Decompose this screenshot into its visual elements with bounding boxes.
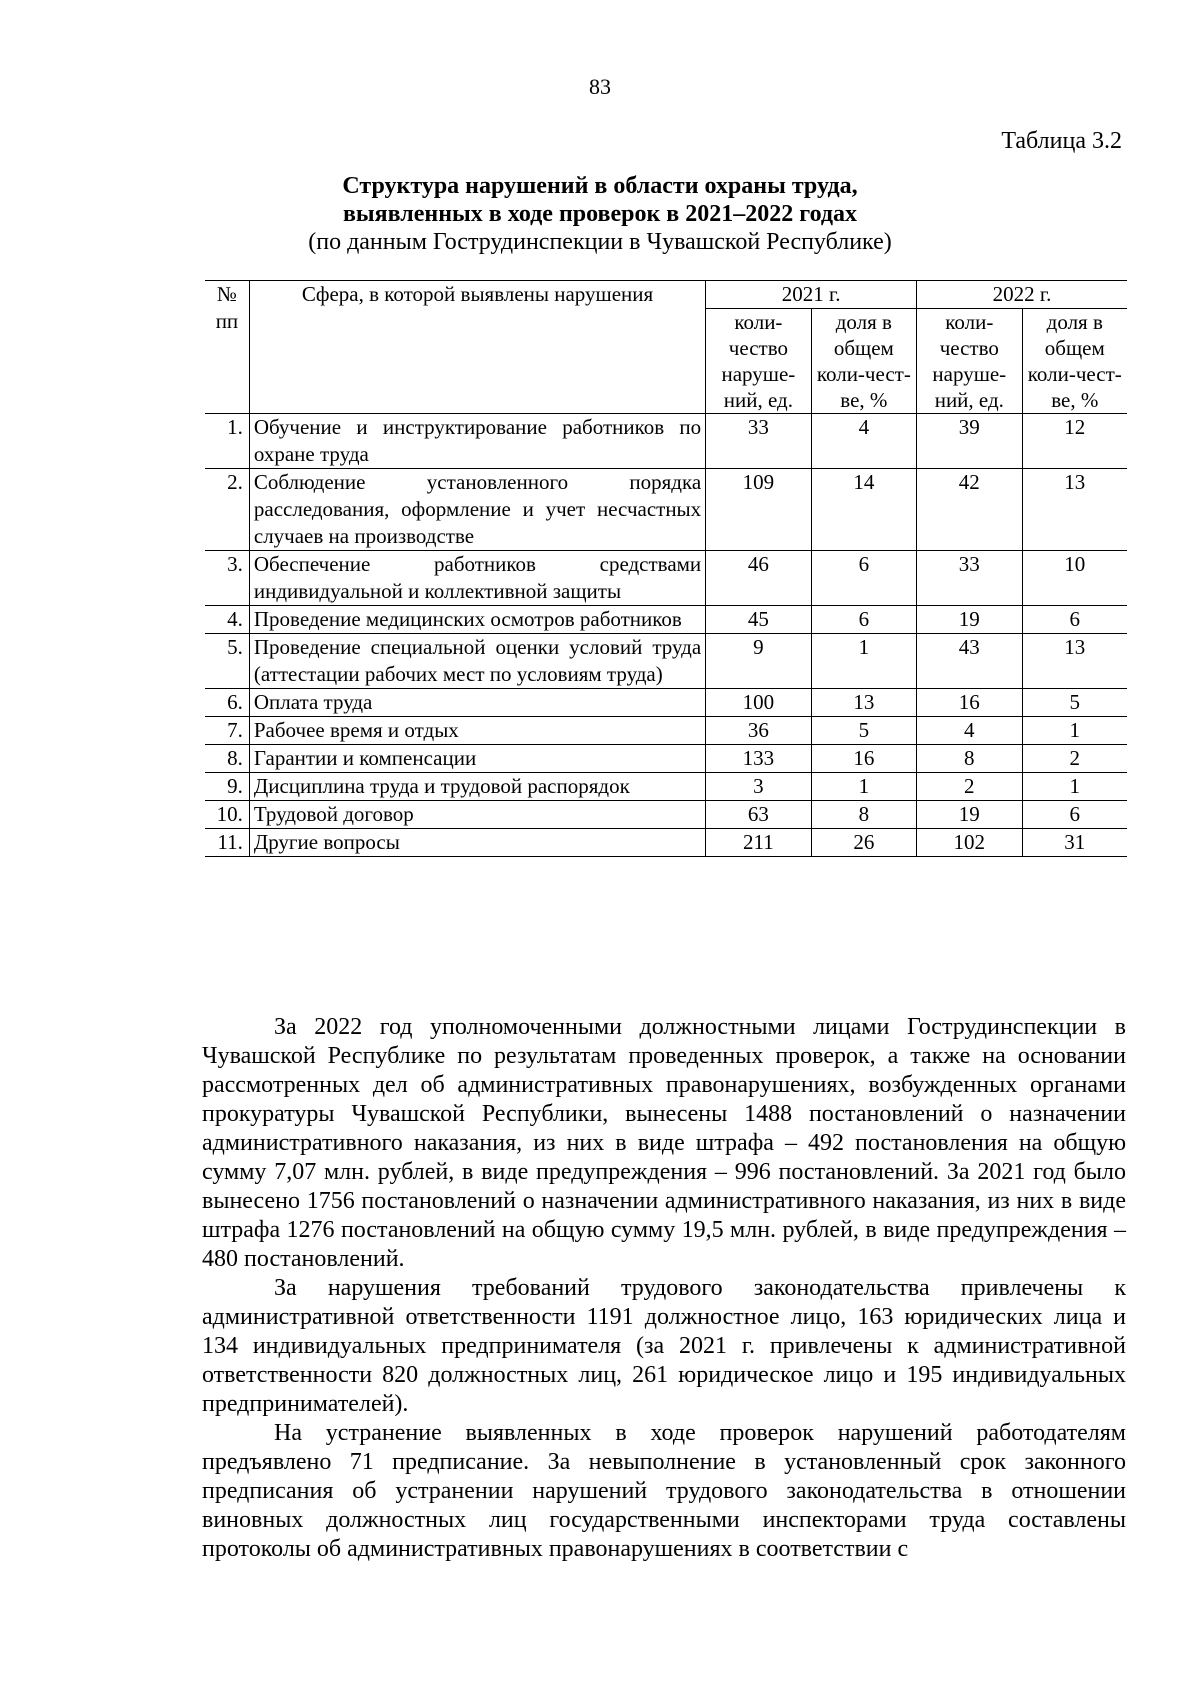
row-share-2022: 12 xyxy=(1022,414,1127,469)
row-count-2021: 3 xyxy=(706,773,811,801)
row-share-2022: 6 xyxy=(1022,801,1127,829)
row-num: 4. xyxy=(205,606,249,634)
row-num: 3. xyxy=(205,551,249,606)
table-row xyxy=(205,717,1127,745)
row-share-2022: 13 xyxy=(1022,634,1127,689)
header-year-2021: 2021 г. xyxy=(706,281,917,309)
row-share-2021: 1 xyxy=(811,634,916,689)
row-count-2021: 33 xyxy=(706,414,811,469)
row-share-2021: 14 xyxy=(811,469,916,551)
table-row xyxy=(205,689,1127,717)
row-count-2021: 109 xyxy=(706,469,811,551)
row-count-2021: 9 xyxy=(706,634,811,689)
row-share-2022: 6 xyxy=(1022,606,1127,634)
table-row xyxy=(205,414,1127,469)
row-sphere: Гарантии и компенсации xyxy=(249,745,705,773)
row-count-2022: 42 xyxy=(917,469,1022,551)
row-sphere: Рабочее время и отдых xyxy=(249,717,705,745)
violations-table xyxy=(205,280,1127,857)
row-num: 5. xyxy=(205,634,249,689)
row-share-2021: 4 xyxy=(811,414,916,469)
row-sphere: Проведение специальной оценки условий труда (аттестации рабочих мест по условиям труда) xyxy=(249,634,705,689)
row-share-2021: 16 xyxy=(811,745,916,773)
row-count-2022: 8 xyxy=(917,745,1022,773)
table-title xyxy=(0,172,1200,256)
row-share-2022: 31 xyxy=(1022,829,1127,857)
title-line-2: выявленных в ходе проверок в 2021–2022 годах xyxy=(342,201,858,227)
table-row xyxy=(205,606,1127,634)
row-sphere: Дисциплина труда и трудовой распорядок xyxy=(249,773,705,801)
row-count-2022: 39 xyxy=(917,414,1022,469)
row-count-2022: 16 xyxy=(917,689,1022,717)
row-count-2022: 19 xyxy=(917,801,1022,829)
title-source: (по данным Гострудинспекции в Чувашской Республике) xyxy=(308,229,892,255)
table-row xyxy=(205,634,1127,689)
row-num: 11. xyxy=(205,829,249,857)
row-sphere: Оплата труда xyxy=(249,689,705,717)
header-share-2022: доля в общем коли-чест-ве, % xyxy=(1022,309,1127,414)
row-share-2022: 1 xyxy=(1022,773,1127,801)
row-num: 1. xyxy=(205,414,249,469)
row-count-2021: 63 xyxy=(706,801,811,829)
row-num: 8. xyxy=(205,745,249,773)
row-share-2021: 8 xyxy=(811,801,916,829)
row-num: 9. xyxy=(205,773,249,801)
row-sphere: Трудовой договор xyxy=(249,801,705,829)
row-count-2021: 45 xyxy=(706,606,811,634)
row-num: 10. xyxy=(205,801,249,829)
row-count-2022: 43 xyxy=(917,634,1022,689)
row-count-2021: 36 xyxy=(706,717,811,745)
table-caption: Таблица 3.2 xyxy=(1001,128,1122,154)
row-sphere: Соблюдение установленного порядка расследования, оформление и учет несчастных случаев на производстве xyxy=(249,469,705,551)
row-num: 2. xyxy=(205,469,249,551)
row-share-2021: 26 xyxy=(811,829,916,857)
row-sphere: Проведение медицинских осмотров работников xyxy=(249,606,705,634)
paragraph: На устранение выявленных в ходе проверок нарушений работодателям предъявлено 71 предписание. За невыполнение в установленный срок законного предписания об устранении нарушений трудового законодательства в отношении виновных должностных лиц государственными инспекторами труда составлены протоколы об административных правонарушениях в соответствии с xyxy=(202,1420,1126,1562)
row-num: 7. xyxy=(205,717,249,745)
row-count-2022: 4 xyxy=(917,717,1022,745)
title-line-1: Структура нарушений в области охраны труда, xyxy=(342,173,858,199)
table-row xyxy=(205,469,1127,551)
table-row xyxy=(205,773,1127,801)
paragraph: За 2022 год уполномоченными должностными лицами Гострудинспекции в Чувашской Республике по результатам проведенных проверок, а также на основании рассмотренных дел об административных правонарушениях, возбужденных органами прокуратуры Чувашской Республики, вынесены 1488 постановлений о назначении административного наказания, из них в виде штрафа – 492 постановления на общую сумму 7,07 млн. рублей, в виде предупреждения – 996 постановлений. За 2021 год было вынесено 1756 постановлений о назначении административного наказания, из них в виде штрафа 1276 постановлений на общую сумму 19,5 млн. рублей, в виде предупреждения – 480 постановлений. xyxy=(202,1014,1126,1272)
row-share-2021: 1 xyxy=(811,773,916,801)
body-text xyxy=(202,1013,1126,1564)
header-share-2021: доля в общем коли-чест-ве, % xyxy=(811,309,916,414)
row-sphere: Обучение и инструктирование работников по охране труда xyxy=(249,414,705,469)
row-share-2021: 5 xyxy=(811,717,916,745)
row-share-2022: 10 xyxy=(1022,551,1127,606)
header-count-2022: коли-чество наруше-ний, ед. xyxy=(917,309,1022,414)
header-count-2021: коли-чество наруше-ний, ед. xyxy=(706,309,811,414)
row-count-2022: 19 xyxy=(917,606,1022,634)
header-sphere: Сфера, в которой выявлены нарушения xyxy=(249,281,705,414)
row-share-2022: 13 xyxy=(1022,469,1127,551)
row-sphere: Обеспечение работников средствами индивидуальной и коллективной защиты xyxy=(249,551,705,606)
header-num: № пп xyxy=(205,281,249,414)
row-share-2022: 2 xyxy=(1022,745,1127,773)
row-count-2021: 133 xyxy=(706,745,811,773)
table-row xyxy=(205,551,1127,606)
row-count-2021: 211 xyxy=(706,829,811,857)
table-row xyxy=(205,801,1127,829)
row-sphere: Другие вопросы xyxy=(249,829,705,857)
page-number: 83 xyxy=(589,74,611,99)
row-count-2022: 2 xyxy=(917,773,1022,801)
row-count-2021: 100 xyxy=(706,689,811,717)
table-row xyxy=(205,829,1127,857)
row-count-2021: 46 xyxy=(706,551,811,606)
row-share-2022: 5 xyxy=(1022,689,1127,717)
header-year-2022: 2022 г. xyxy=(917,281,1127,309)
table-row xyxy=(205,745,1127,773)
row-share-2022: 1 xyxy=(1022,717,1127,745)
row-share-2021: 6 xyxy=(811,606,916,634)
row-share-2021: 13 xyxy=(811,689,916,717)
paragraph: За нарушения требований трудового законодательства привлечены к административной ответственности 1191 должностное лицо, 163 юридических лица и 134 индивидуальных предпринимателя (за 2021 г. привлечены к административной ответственности 820 должностных лиц, 261 юридическое лицо и 195 индивидуальных предпринимателей). xyxy=(202,1275,1126,1417)
row-num: 6. xyxy=(205,689,249,717)
row-count-2022: 102 xyxy=(917,829,1022,857)
row-share-2021: 6 xyxy=(811,551,916,606)
row-count-2022: 33 xyxy=(917,551,1022,606)
table-header-row xyxy=(205,281,1127,309)
